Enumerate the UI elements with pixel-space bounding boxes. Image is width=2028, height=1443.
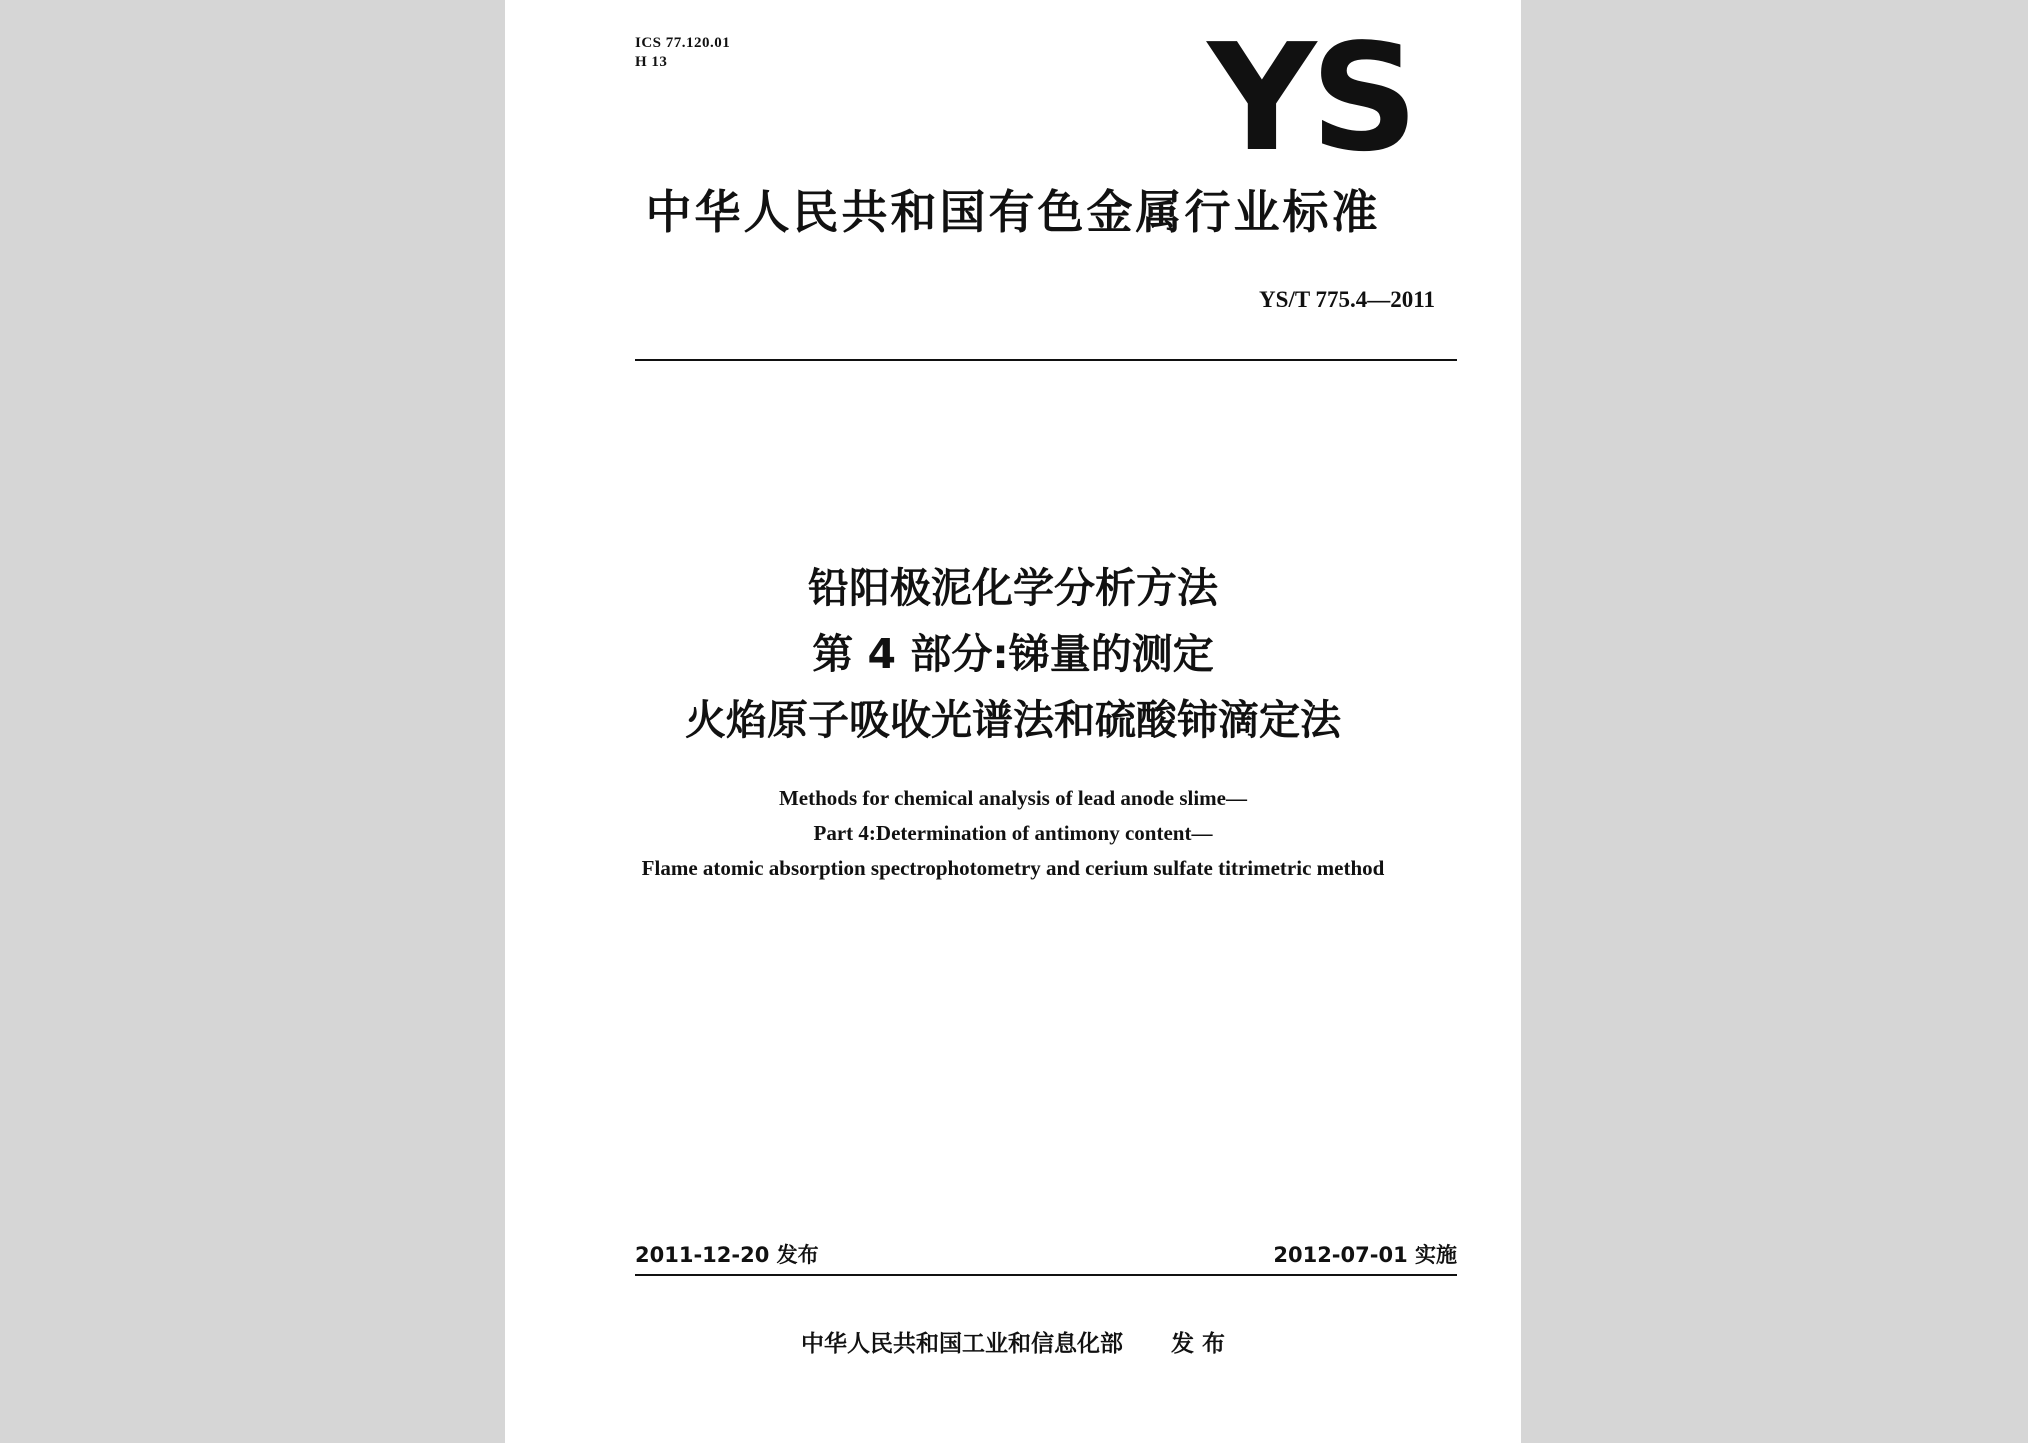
- standard-number: YS/T 775.4—2011: [1259, 287, 1435, 312]
- publisher-action: 发 布: [1170, 1331, 1225, 1357]
- logo-text: YS: [1205, 34, 1413, 164]
- footer-divider: [635, 1274, 1457, 1276]
- title-cn-line-1: 铅阳极泥化学分析方法: [808, 564, 1218, 612]
- title-en-line-3: Flame atomic absorption spectrophotometry and cerium sulfate titrimetric method: [641, 856, 1385, 880]
- publisher-name: 中华人民共和国工业和信息化部: [800, 1331, 1123, 1357]
- publisher-line: [505, 1328, 1521, 1360]
- document-page: [505, 0, 1521, 1443]
- title-cn-line-2: 第 4 部分:锑量的测定: [812, 630, 1214, 678]
- title-cn-line-3: 火焰原子吸收光谱法和硫酸铈滴定法: [685, 696, 1341, 744]
- implementation-date: 2012-07-01 实施: [1273, 1243, 1457, 1267]
- ys-logo: [1195, 34, 1425, 164]
- title-en-line-1: Methods for chemical analysis of lead anode slime—: [778, 786, 1247, 810]
- ics-code: ICS 77.120.01: [635, 35, 731, 51]
- issuer-title: 中华人民共和国有色金属行业标准: [645, 185, 1381, 239]
- header-divider: [635, 359, 1457, 361]
- title-en-line-2: Part 4:Determination of antimony content—: [813, 821, 1213, 845]
- issue-date: 2011-12-20 发布: [635, 1243, 819, 1267]
- ccs-code: H 13: [635, 54, 668, 70]
